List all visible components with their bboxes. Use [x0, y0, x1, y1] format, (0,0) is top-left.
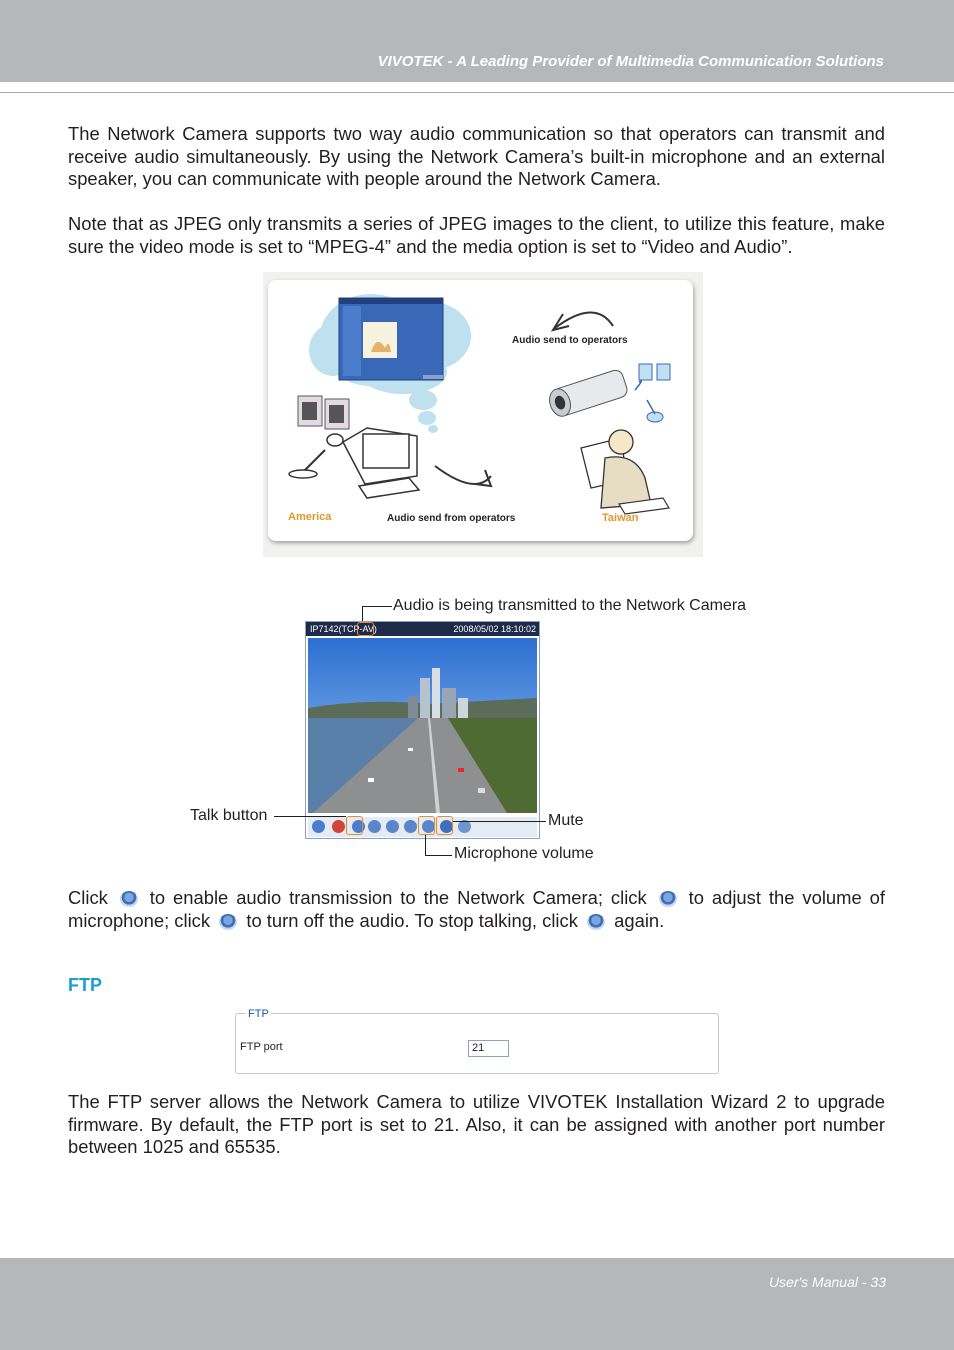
talk-icon — [120, 891, 138, 907]
place-america: America — [288, 511, 332, 523]
microphone-volume-highlight — [418, 816, 435, 835]
page-number: User's Manual - 33 — [768, 1274, 886, 1290]
ftp-panel-legend: FTP — [248, 1008, 269, 1020]
callout-audio-transmitted: Audio is being transmitted to the Network Camera — [393, 597, 747, 614]
page-footer — [0, 1258, 954, 1350]
mute-icon — [219, 914, 237, 930]
mute-highlight — [436, 816, 453, 835]
click-text-4: to turn off the audio. To stop talking, click — [246, 909, 578, 931]
header-title: VIVOTEK - A Leading Provider of Multimedia Communication Solutions — [377, 53, 884, 70]
callout-audio-line — [362, 606, 392, 607]
intro-paragraph: The Network Camera supports two way audio communication so that operators can transmit and receive audio simultaneously. By using the Network Camera’s built-in microphone and an external speaker, you can communicate with people around the Network Camera. — [68, 123, 885, 189]
callout-mute-line — [453, 821, 546, 822]
click-text-1: Click — [68, 887, 108, 908]
camera-caption-bar — [306, 622, 539, 636]
camera-model: IP7142(TCP-AV) — [310, 624, 377, 634]
callout-talk-button: Talk button — [190, 807, 268, 824]
zoom-icon[interactable] — [312, 820, 325, 833]
stop-icon[interactable] — [386, 820, 399, 833]
camera-video-frame — [308, 638, 537, 813]
talk-icon — [587, 914, 605, 930]
camera-datetime: 2008/05/02 18:10:02 — [453, 624, 536, 634]
callout-mic-line-vertical — [425, 835, 426, 855]
record-icon[interactable] — [332, 820, 345, 833]
ftp-port-input[interactable]: 21 — [468, 1040, 509, 1057]
audio-to-operators-label: Audio send to operators — [512, 335, 628, 346]
page-header — [0, 0, 954, 82]
click-text-2: to enable audio transmission to the Network Camera; click — [149, 887, 647, 908]
callout-microphone-volume: Microphone volume — [454, 845, 594, 862]
audio-from-operators-label: Audio send from operators — [387, 513, 516, 524]
ftp-section-title: FTP — [68, 975, 102, 995]
city-highway-image — [308, 638, 537, 813]
two-way-audio-diagram — [263, 272, 703, 557]
microphone-volume-icon — [659, 891, 677, 907]
audio-indicator-highlight — [357, 622, 374, 636]
header-divider — [0, 92, 954, 93]
click-text-3: to adjust the volume of microphone; click — [68, 887, 885, 931]
click-text-5: again. — [614, 909, 665, 931]
callout-mic-line — [425, 855, 452, 856]
talk-button-highlight — [346, 816, 363, 835]
ftp-port-label: FTP port — [240, 1041, 283, 1053]
ftp-description: The FTP server allows the Network Camera to utilize VIVOTEK Installation Wizard 2 to upgrade firmware. By default, the FTP port is set to 21. Also, it can be assigned with another port number between 1025 and 65535. — [68, 1091, 885, 1157]
callout-audio-line-vertical — [362, 606, 363, 621]
pause-icon[interactable] — [368, 820, 381, 833]
click-instructions — [68, 887, 885, 932]
camera-live-view — [305, 621, 540, 839]
callout-mute: Mute — [548, 812, 584, 829]
place-taiwan: Taiwan — [602, 512, 639, 524]
callout-talk-line — [274, 816, 346, 817]
volume-icon[interactable] — [404, 820, 417, 833]
note-paragraph: Note that as JPEG only transmits a series of JPEG images to the client, to utilize this feature, make sure the video mode is set to “MPEG-4” and the media option is set to “Video and Audio”. — [68, 213, 885, 257]
